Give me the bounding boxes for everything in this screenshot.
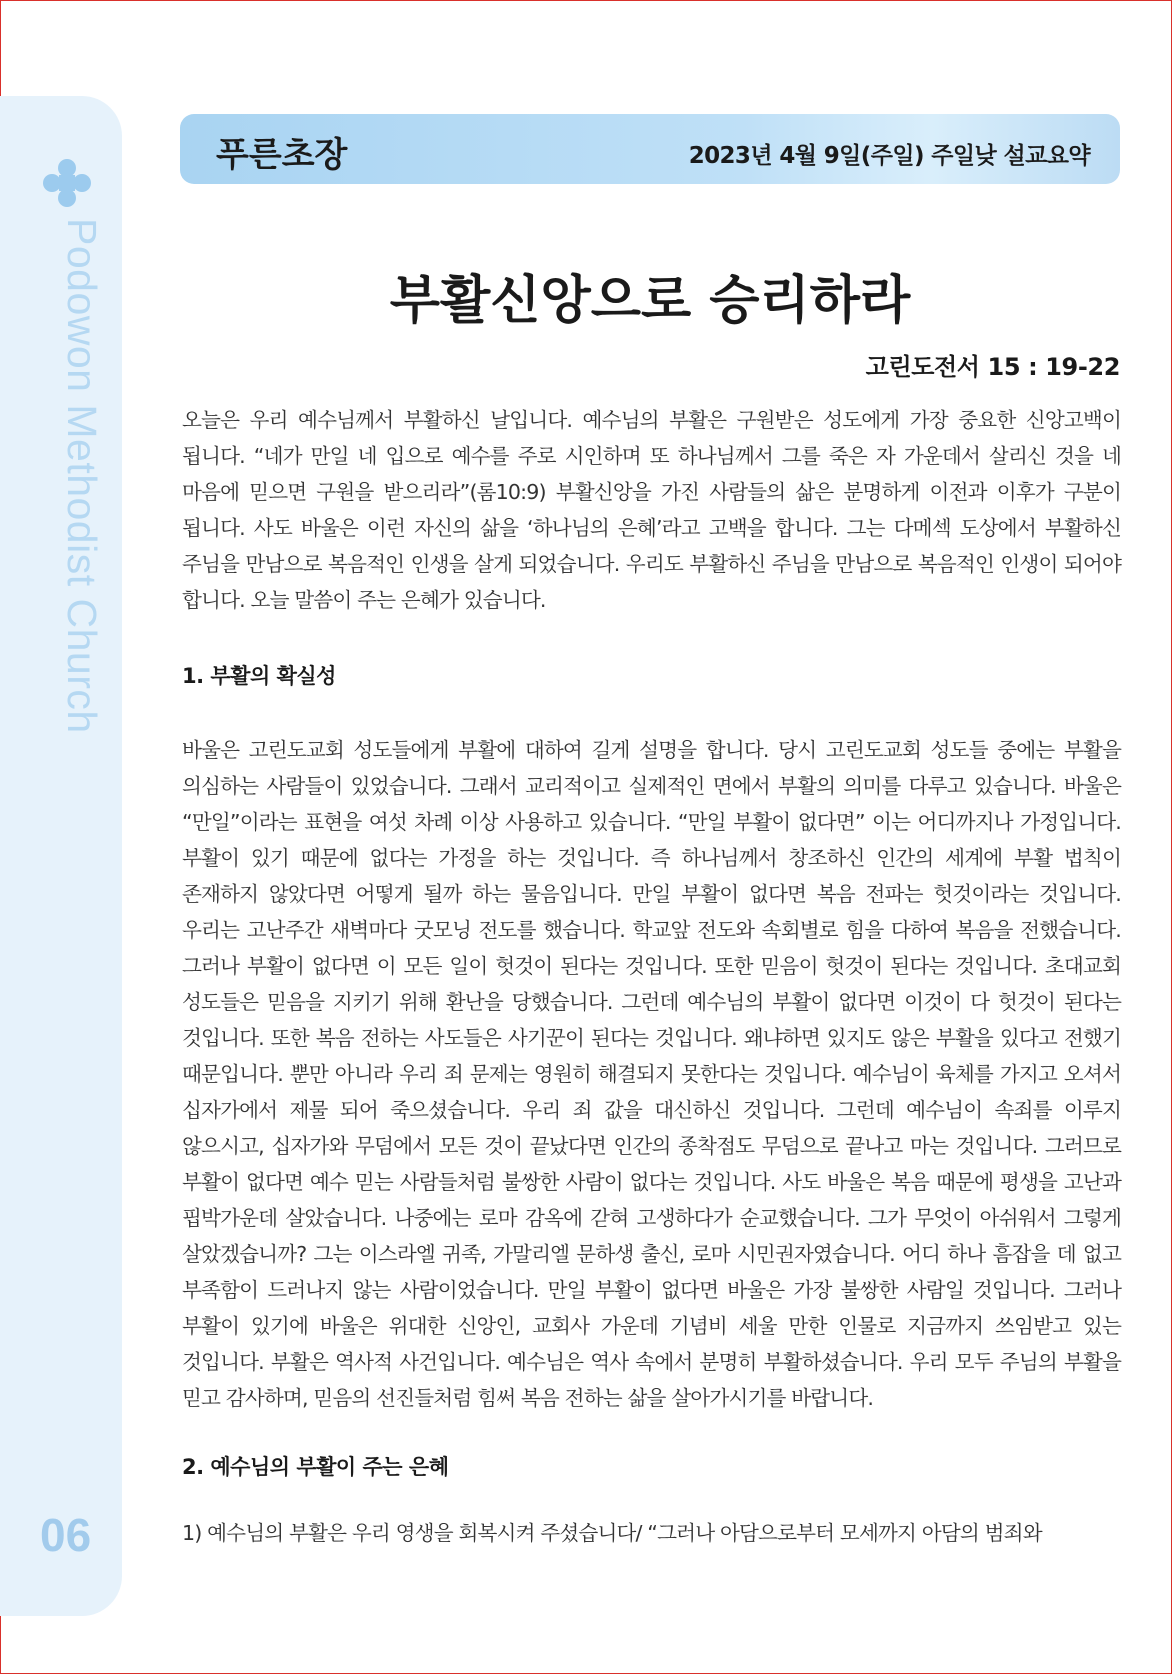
page-number: 06: [40, 1509, 92, 1561]
section-2-paragraph: 1) 예수님의 부활은 우리 영생을 회복시켜 주셨습니다/ “그러나 아담으로부터 모세까지 아담의 범죄와: [182, 1521, 1042, 1545]
section-2-heading: 2. 예수님의 부활이 주는 은혜: [182, 1455, 449, 1479]
church-name-vertical: Podowon Methodist Church: [59, 218, 105, 734]
sermon-date: 2023년 4월 9일(주일) 주일낮 설교요약: [688, 143, 1090, 169]
section-name: 푸른초장: [216, 135, 348, 175]
intro-paragraph: 오늘은 우리 예수님께서 부활하신 날입니다. 예수님의 부활은 구원받은 성도에게 가장 중요한 신앙고백이 됩니다. “네가 만일 네 입으로 예수를 주로 시인하며 또 하나님께서 그를 죽은 자 가운데서 살리신 것을 네 마음에 믿으면 구원을 받으리라”(롬10:9) 부활신앙을 가진 사람들의 삶은 분명하게 이전과 이후가 구분이 됩니다. 사도 바울은 이런 자신의 삶을 ‘하나님의 은혜’라고 고백을 합니다. 그는 다메섹 도상에서 부활하신 주님을 만남으로 복음적인 인생을 살게 되었습니다. 우리도 부활하신 주님을 만남으로 복음적인 인생이 되어야 합니다. 오늘 말씀이 주는 은혜가 있습니다.: [182, 408, 1121, 612]
church-cross-logo-icon: [42, 158, 92, 208]
section-1-paragraph: 바울은 고린도교회 성도들에게 부활에 대하여 길게 설명을 합니다. 당시 고린도교회 성도들 중에는 부활을 의심하는 사람들이 있었습니다. 그래서 교리적이고 실제적인 면에서 부활의 의미를 다루고 있습니다. 바울은 “만일”이라는 표현을 여섯 차례 이상 사용하고 있습니다. “만일 부활이 없다면” 이는 어디까지나 가정입니다. 부활이 있기 때문에 없다는 가정을 하는 것입니다. 즉 하나님께서 창조하신 인간의 세계에 부활 법칙이 존재하지 않았다면 어떻게 될까 하는 물음입니다. 만일 부활이 없다면 복음 전파는 헛것이라는 것입니다. 우리는 고난주간 새벽마다 굿모닝 전도를 했습니다. 학교앞 전도와 속회별로 힘을 다하여 복음을 전했습니다. 그러나 부활이 없다면 이 모든 일이 헛것이 된다는 것입니다. 또한 믿음이 헛것이 된다는 것입니다. 초대교회 성도들은 믿음을 지키기 위해 환난을 당했습니다. 그런데 예수님의 부활이 없다면 이것이 다 헛것이 된다는 것입니다. 또한 복음 전하는 사도들은 사기꾼이 된다는 것입니다. 왜냐하면 있지도 않은 부활을 있다고 전했기 때문입니다. 뿐만 아니라 우리 죄 문제는 영원히 해결되지 못한다는 것입니다. 예수님이 육체를 가지고 오셔서 십자가에서 제물 되어 죽으셨습니다. 우리 죄 값을 대신하신 것입니다. 그런데 예수님이 속죄를 이루지 않으시고, 십자가와 무덤에서 모든 것이 끝났다면 인간의 종착점도 무덤으로 끝나고 마는 것입니다. 그러므로 부활이 없다면 예수 믿는 사람들처럼 불쌍한 사람이 없다는 것입니다. 사도 바울은 복음 때문에 평생을 고난과 핍박가운데 살았습니다. 나중에는 로마 감옥에 갇혀 고생하다가 순교했습니다. 그가 무엇이 아쉬워서 그렇게 살았겠습니까? 그는 이스라엘 귀족, 가말리엘 문하생 출신, 로마 시민권자였습니다. 어디 하나 흠잡을 데 없고 부족함이 드러나지 않는 사람이었습니다. 만일 부활이 없다면 바울은 가장 불쌍한 사람일 것입니다. 그러나 부활이 있기에 바울은 위대한 신앙인, 교회사 가운데 기념비 세울 만한 인물로 지금까지 쓰임받고 있는 것입니다. 부활은 역사적 사건입니다. 예수님은 역사 속에서 분명히 부활하셨습니다. 우리 모두 주님의 부활을 믿고 감사하며, 믿음의 선진들처럼 힘써 복음 전하는 삶을 살아가시기를 바랍니다.: [182, 738, 1121, 1410]
sermon-title: 부활신앙으로 승리하라: [389, 270, 911, 331]
section-1-heading: 1. 부활의 확실성: [182, 664, 336, 688]
scripture-reference: 고린도전서 15 : 19-22: [865, 353, 1120, 381]
header-bar: [180, 114, 1120, 184]
sermon-body: [182, 402, 1121, 1551]
